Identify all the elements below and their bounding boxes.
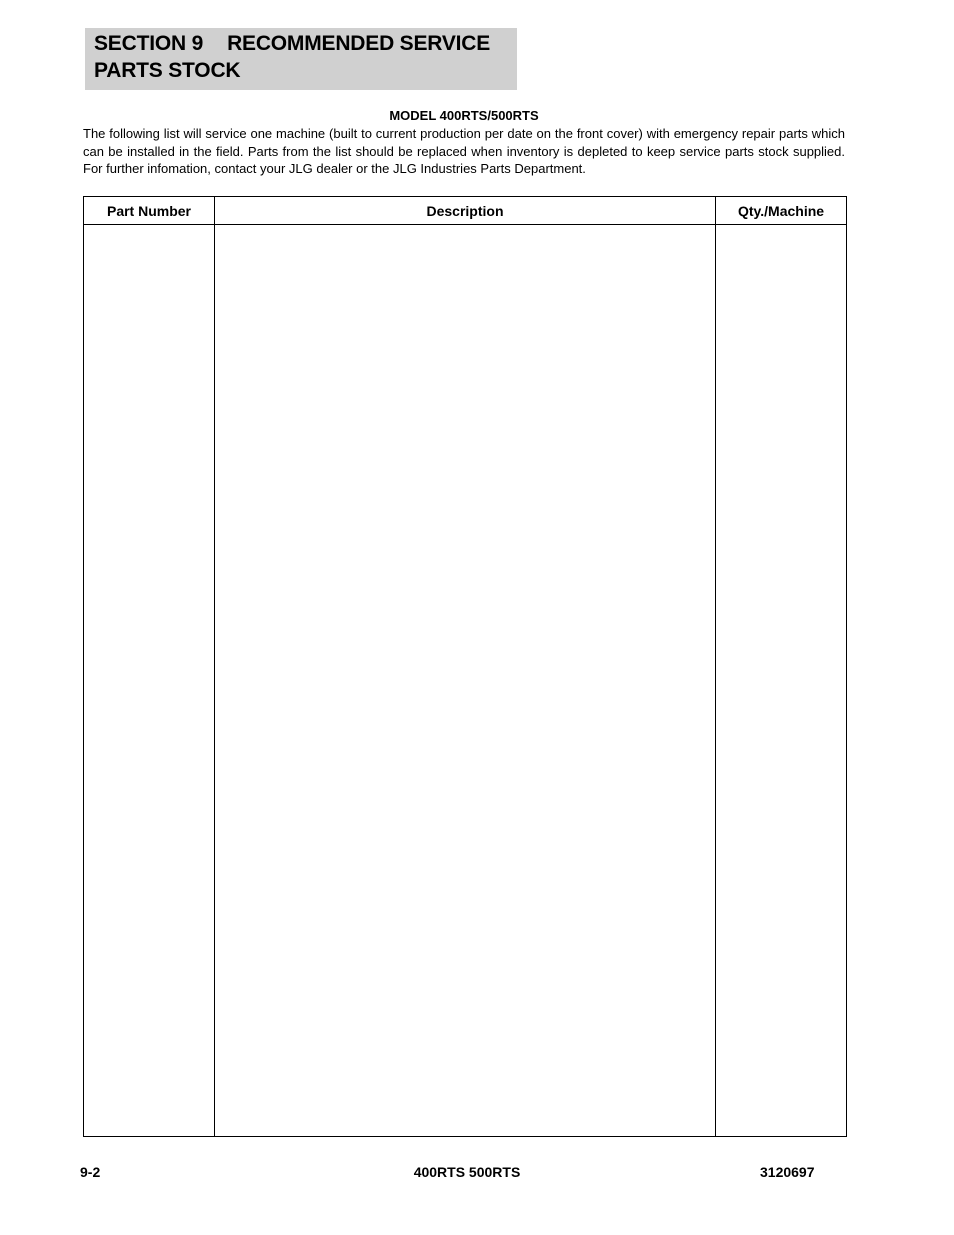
intro-paragraph: The following list will service one machine (built to current production per date on the front cover) with emergency repair parts which can be installed in the field. Parts from the list should be replaced when inventory is depleted to keep service parts stock supplied. For further infomation, contact your JLG dealer or the JLG Industries Parts Department. (83, 126, 845, 176)
section-title-line2: PARTS STOCK (94, 59, 241, 82)
model-heading: MODEL 400RTS/500RTS (389, 108, 539, 123)
footer-model: 400RTS 500RTS (413, 1164, 521, 1180)
parts-table (83, 196, 847, 1137)
header-qty-machine: Qty./Machine (716, 197, 847, 225)
header-description: Description (215, 197, 716, 225)
qty-cell (716, 225, 847, 1137)
description-cell (215, 225, 716, 1137)
footer-page-number: 9-2 (80, 1164, 101, 1180)
table-row (84, 225, 847, 1137)
section-header (85, 28, 517, 90)
section-title-line1 (94, 30, 509, 57)
section-title: RECOMMENDED SERVICE (227, 32, 491, 55)
part-number-cell (84, 225, 215, 1137)
section-number: SECTION 9 (94, 32, 204, 55)
table-header-row (84, 197, 847, 225)
footer-doc-number: 3120697 (760, 1164, 815, 1180)
header-part-number: Part Number (84, 197, 215, 225)
